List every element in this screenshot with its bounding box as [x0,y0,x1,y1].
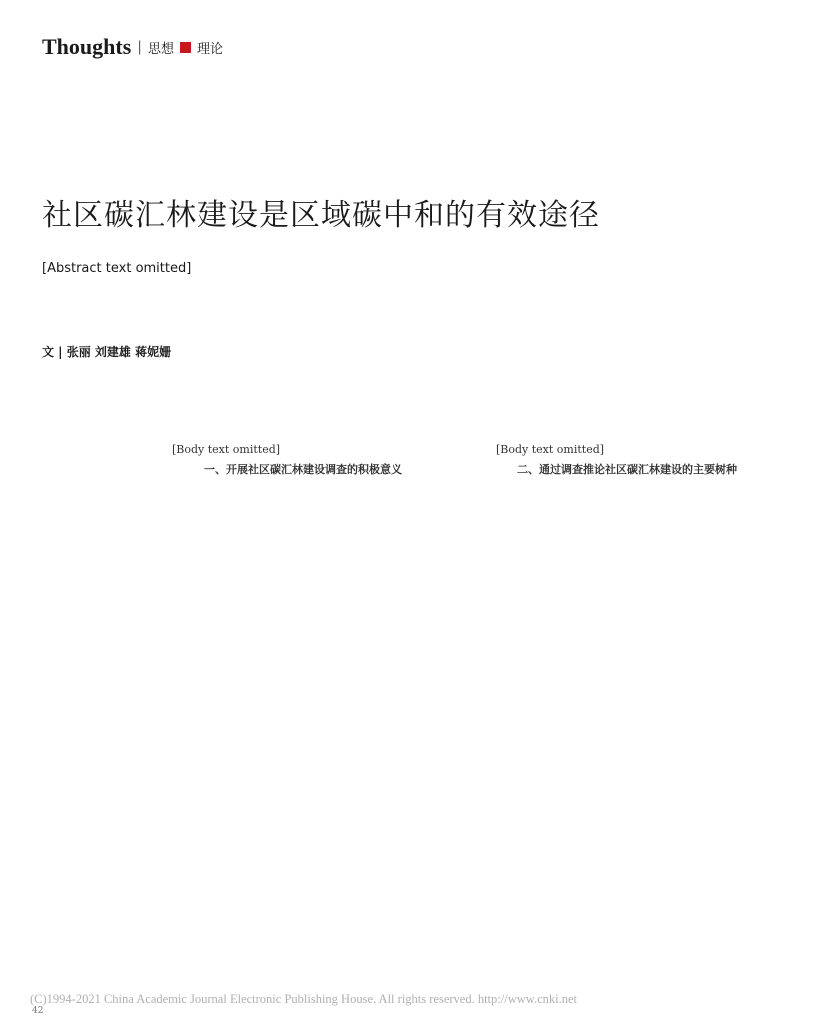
category-right: 理论 [197,41,224,57]
authors-label: 文 | [42,345,67,359]
paragraph: [Body text omitted] [496,443,605,456]
page-header [42,34,223,60]
article-abstract: [Abstract text omitted] [42,261,192,276]
page-number: 42 [32,1006,44,1016]
article-authors [42,343,171,360]
article-title: 社区碳汇林建设是区域碳中和的有效途径 [42,198,600,233]
copyright-footer: (C)1994-2021 China Academic Journal Electronic Publishing House. All rights reserved. http://www.cnki.net [30,992,578,1006]
category-left: 思想 [148,41,175,57]
section-heading: 二、通过调查推论社区碳汇林建设的主要树种 [517,462,737,476]
section-heading: 一、开展社区碳汇林建设调查的积极意义 [204,462,402,476]
body-column-right [474,440,780,479]
column-brand: Thoughts [42,34,132,59]
red-square-icon [180,42,191,53]
body-column-left [150,440,456,479]
header-separator: | [137,39,142,55]
authors-names: 张丽 刘建雄 蒋妮姗 [66,345,172,359]
paragraph: [Body text omitted] [172,443,281,456]
